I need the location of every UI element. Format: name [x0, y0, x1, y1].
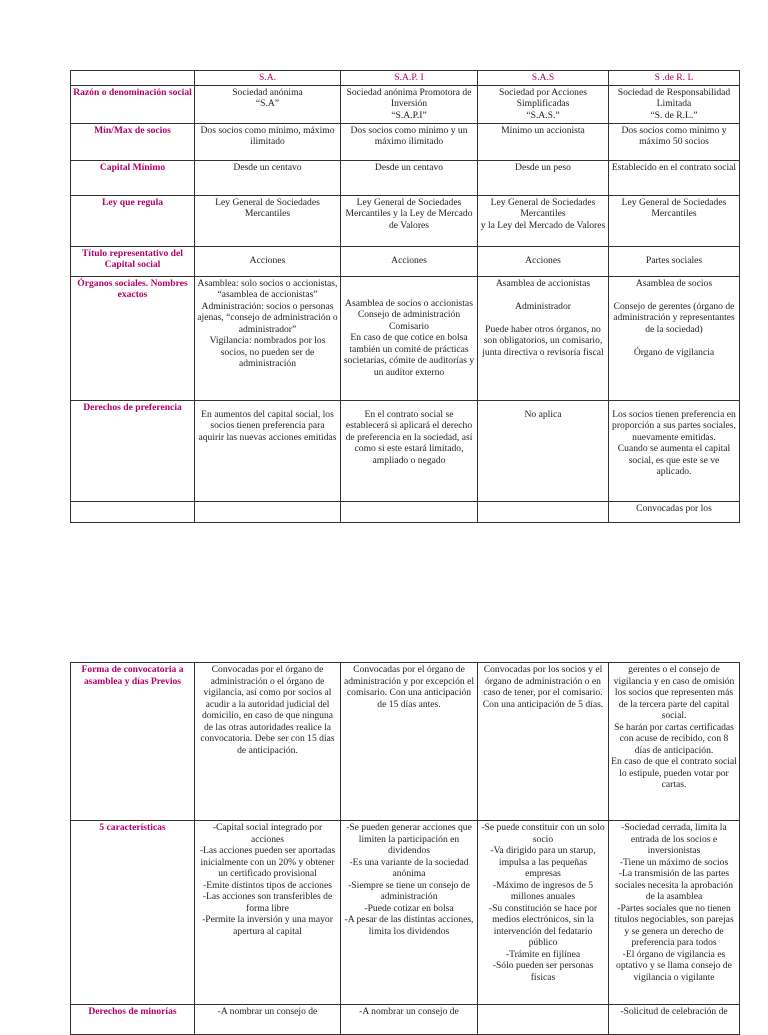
- table-cell: Sociedad de Responsabilidad Limitada “S. de R.L.”: [609, 85, 740, 123]
- header-cell-empty: [71, 71, 195, 86]
- header-cell-srl: S .de R. L: [609, 71, 740, 86]
- table-cell: Ley General de Sociedades Mercantiles y la Ley del Mercado de Valores: [478, 195, 609, 246]
- row-label: Derechos de minorías: [71, 1005, 195, 1035]
- row-label: Título representativo del Capital social: [71, 246, 195, 276]
- table-cell: Asamblea de socios o accionistas Consejo de administración Comisario En caso de que cotice en bolsa también un comité de prácticas societarias, cómite de auditorías y un auditor externo: [341, 276, 478, 400]
- table-cell: Convocadas por el órgano de administración y por excepción el comisario. Con una anticipación de 15 días antes.: [341, 663, 478, 821]
- table-cell: Asamblea de socios Consejo de gerentes (órgano de administración y representantes de la sociedad) Órgano de vigilancia: [609, 276, 740, 400]
- table-cell: Mínimo un accionista: [478, 123, 609, 160]
- table-cell: -Se pueden generar acciones que limiten la participación en dividendos -Es una variante de la sociedad anónima -Siempre se tiene un consejo de administración -Puede cotizar en bolsa -A pesar de las distintas acciones, limita los dividendos: [341, 821, 478, 1005]
- table-cell: Convocadas por los: [609, 501, 740, 522]
- table-cell: [341, 501, 478, 522]
- table-cell: Establecido en el contrato social: [609, 160, 740, 195]
- table-cell: Ley General de Sociedades Mercantiles: [609, 195, 740, 246]
- table-cell: Desde un centavo: [341, 160, 478, 195]
- table-cell: gerentes o el consejo de vigilancia y en caso de omisión los socios que representen más de la tercera parte del capital social. Se harán por cartas certificadas con acuse de recibido, con 8 días de anticipación. En caso de que el contrato social lo estipule, pueden votar por cartas.: [609, 663, 740, 821]
- table-row: [71, 400, 740, 501]
- row-label: 5 características: [71, 821, 195, 1005]
- table-cell: Convocadas por los socios y el órgano de administración o en caso de tener, por el comisario. Con una anticipación de 5 días.: [478, 663, 609, 821]
- table-cell: [195, 501, 341, 522]
- table-cell: Sociedad anónima Promotora de Inversión “S.A.P.I”: [341, 85, 478, 123]
- table-cell: Partes sociales: [609, 246, 740, 276]
- table-cell: Ley General de Sociedades Mercantiles: [195, 195, 341, 246]
- table-row: [71, 195, 740, 246]
- table-cell: Acciones: [195, 246, 341, 276]
- header-row: [71, 71, 740, 86]
- header-cell-sa: S.A.: [195, 71, 341, 86]
- table-cell: Desde un centavo: [195, 160, 341, 195]
- table-cell: Dos socios como mínimo y máximo 50 socios: [609, 123, 740, 160]
- table-cell: [478, 1005, 609, 1035]
- table-cell: -Solicitud de celebración de: [609, 1005, 740, 1035]
- row-label: Forma de convocatoria a asamblea y días Previos: [71, 663, 195, 821]
- table-row: [71, 276, 740, 400]
- table-cell: Acciones: [341, 246, 478, 276]
- table-cell: En aumentos del capital social, los socios tienen preferencia para aquirir las nuevas acciones emitidas: [195, 400, 341, 501]
- table-row: [71, 1005, 740, 1035]
- table-row: [71, 160, 740, 195]
- comparison-table-2: [70, 662, 740, 1035]
- table-cell: Ley General de Sociedades Mercantiles y la Ley de Mercado de Valores: [341, 195, 478, 246]
- table-cell: -Sociedad cerrada, limita la entrada de los socios e inversionistas -Tiene un máximo de socios -La transmisión de las partes sociales necesita la aprobación de la asamblea -Partes sociales que no tienen títulos negociables, son parejas y se genera un derecho de preferencia para todos -El órgano de vigilancia es optativo y se llama consejo de vigilancia o vigilante: [609, 821, 740, 1005]
- comparison-table-1: [70, 70, 740, 523]
- table-cell: Dos socios como mínimo, máximo ilimitado: [195, 123, 341, 160]
- table-cell: -Capital social integrado por acciones -Las acciones pueden ser aportadas inicialmente con un 20% y obtener un certificado provisional -Emite distintos tipos de acciones -Las acciones son transferibles de forma libre -Permite la inversión y una mayor apertura al capital: [195, 821, 341, 1005]
- table-row: [71, 123, 740, 160]
- table-cell: -Se puede constituir con un solo socio -Va dirigido para un starup, impulsa a las pequeñas empresas -Máximo de ingresos de 5 millones anuales -Su constitución se hace por medios electrónicos, sin la intervención del fedatario público -Trámite en fijlínea -Sólo pueden ser personas físicas: [478, 821, 609, 1005]
- row-label: Razón o denominación social: [71, 85, 195, 123]
- row-label: Ley que regula: [71, 195, 195, 246]
- table-cell: Asamblea de accionistas Administrador Puede haber otros órganos, no son obligatorios, un comisario, junta directiva o revisoría fiscal: [478, 276, 609, 400]
- table-cell: Sociedad por Acciones Simplificadas “S.A.S.”: [478, 85, 609, 123]
- table-row: [71, 821, 740, 1005]
- table-cell: Convocadas por el órgano de administración o el órgano de vigilancia, así como por socios al acudir a la autoridad judicial del domicilio, en caso de que ninguna de las otras autoridades realice la convocatoria. Debe ser con 15 días de anticipación.: [195, 663, 341, 821]
- table-cell: Acciones: [478, 246, 609, 276]
- table-cell: [478, 501, 609, 522]
- table-row: [71, 246, 740, 276]
- row-label: Capital Mínimo: [71, 160, 195, 195]
- table-cell: -A nombrar un consejo de: [341, 1005, 478, 1035]
- table-cell: -A nombrar un consejo de: [195, 1005, 341, 1035]
- table-cell: Dos socios como mínimo y un máximo ilimitado: [341, 123, 478, 160]
- table-cell: Desde un peso: [478, 160, 609, 195]
- row-label: [71, 501, 195, 522]
- table-cell: En el contrato social se establecerá si aplicará el derecho de preferencia en la sociedad, así como si este estará limitado, ampliado o negado: [341, 400, 478, 501]
- table-cell: Sociedad anónima “S.A”: [195, 85, 341, 123]
- table-cell: Los socios tienen preferencia en proporción a sus partes sociales, nuevamente emitidas. Cuando se aumenta el capital social, es que este se ve aplicado.: [609, 400, 740, 501]
- table-row: [71, 663, 740, 821]
- table-row: [71, 501, 740, 522]
- table-row: [71, 85, 740, 123]
- row-label: Mín/Max de socios: [71, 123, 195, 160]
- row-label: Derechos de preferencia: [71, 400, 195, 501]
- header-cell-sas: S.A.S: [478, 71, 609, 86]
- header-cell-sapi: S.A.P. I: [341, 71, 478, 86]
- table-cell: No aplica: [478, 400, 609, 501]
- table-cell: Asamblea: solo socios o accionistas, “asamblea de accionistas” Administración: socios o personas ajenas, “consejo de administración o administrador” Vigilancia: nombrados por los socios, no pueden ser de administración: [195, 276, 341, 400]
- row-label: Órganos sociales. Nombres exactos: [71, 276, 195, 400]
